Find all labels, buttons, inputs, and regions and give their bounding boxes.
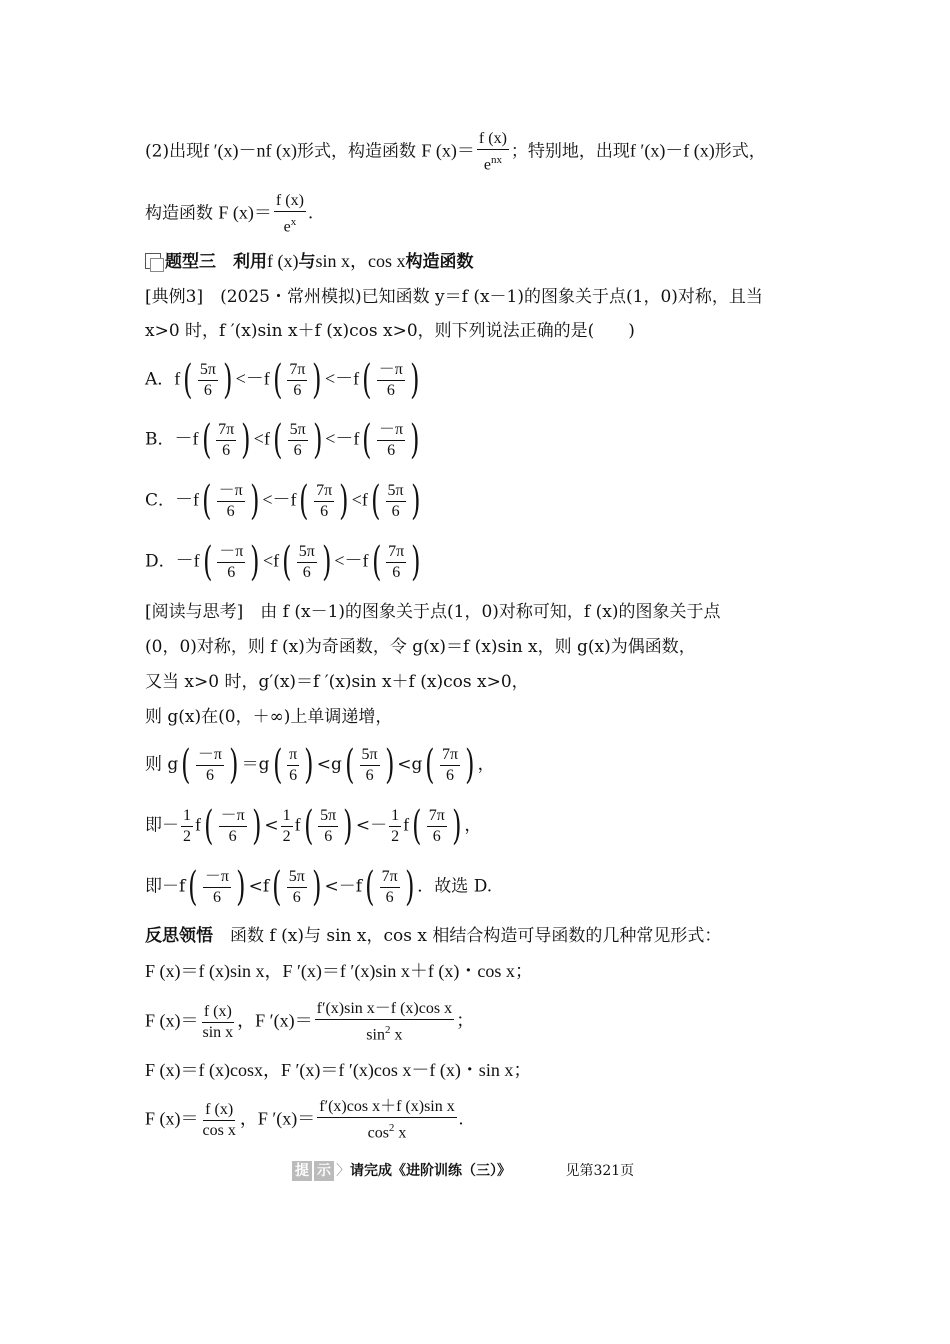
option-op1: <f <box>253 428 270 449</box>
analysis-line3 <box>145 671 529 693</box>
r2-den2-sup: 2 <box>384 1024 391 1036</box>
option-arg1-den: 6 <box>226 502 235 520</box>
r4-end: . <box>458 1108 464 1129</box>
l6-paren-c: ( $\frac{7\pi}{6}$ ) <box>412 803 462 849</box>
analysis-line1 <box>145 601 720 623</box>
example-line2 <box>145 320 635 342</box>
l5-paren-b: ( $\frac{\pi}{6}$ ) <box>272 742 314 788</box>
r2-den2 <box>364 1020 404 1044</box>
note2-tail: 形式， <box>714 141 766 162</box>
reflection-label: 反思领悟 <box>145 926 213 946</box>
reflection-line1 <box>145 960 533 982</box>
note2-expr2: f ′(x)－f (x) <box>629 140 715 161</box>
option-arg1: ( $\frac{5\pi}{6}$ ) <box>183 357 233 403</box>
reflection-r1: F (x)＝f (x)sin x，F ′(x)＝f ′(x)sin x＋f (x)・cos x； <box>145 961 533 981</box>
reflection-intro: 函数 f (x)与 sin x，cos x 相结合构造可导函数的几种常见形式： <box>230 926 722 946</box>
l6-a-num: －π <box>219 807 247 827</box>
l6-paren-b: ( $\frac{5\pi}{6}$ ) <box>303 803 353 849</box>
section-title-c: 与 <box>298 252 316 272</box>
note2-fraction1 <box>477 130 509 174</box>
l6-f2: f <box>294 814 301 835</box>
option-arg3-num: 5π <box>386 482 406 502</box>
option-arg1: ( $\frac{7\pi}{6}$ ) <box>201 417 251 463</box>
tip-chevron-icon: 〉 <box>336 1163 350 1179</box>
l6-c-den: 6 <box>432 827 441 845</box>
r4-frac2 <box>317 1098 456 1142</box>
r4-den2-base: cos <box>367 1124 389 1142</box>
option-arg3-den: 6 <box>387 441 396 459</box>
option-arg1-num: －π <box>217 482 245 502</box>
option-d <box>145 540 424 584</box>
option-arg3: ( $\frac{-\pi}{6}$ ) <box>362 417 420 463</box>
option-arg1: ( $\frac{-\pi}{6}$ ) <box>202 539 260 585</box>
l6-half1 <box>181 807 193 846</box>
option-arg2-den: 6 <box>293 381 302 399</box>
analysis-text-1: 由 f (x－1)的图象关于点(1，0)对称可知，f (x)的图象关于点 <box>260 602 721 622</box>
r2-mid: ，F ′(x)＝ <box>237 1010 313 1031</box>
l7-paren-b: ( $\frac{5\pi}{6}$ ) <box>272 864 322 910</box>
r4-mid: ，F ′(x)＝ <box>239 1108 316 1129</box>
option-arg1-den: 6 <box>222 441 231 459</box>
option-arg1: ( $\frac{-\pi}{6}$ ) <box>202 478 260 524</box>
note2-Fx-2: F (x)＝ <box>218 202 272 223</box>
option-arg2-num: 5π <box>288 421 308 441</box>
option-arg3-den: 6 <box>386 381 395 399</box>
option-op2: <f <box>351 489 368 510</box>
note2-line1 <box>145 130 766 174</box>
option-arg1-den: 6 <box>203 381 212 399</box>
section-title-d: sin x，cos x <box>315 251 406 271</box>
l6-end: ， <box>464 815 482 836</box>
r4-den: cos x <box>202 1121 236 1139</box>
option-label: C． <box>145 490 176 511</box>
l7-b-den: 6 <box>292 888 301 906</box>
l6-b-num: 5π <box>318 807 338 827</box>
r4-num: f (x) <box>203 1101 235 1121</box>
l6-h3-den: 2 <box>391 827 400 845</box>
l5-b-num: π <box>287 746 299 766</box>
example-text-2: x>0 时，f ′(x)sin x＋f (x)cos x>0，则下列说法正确的是( ) <box>145 321 635 341</box>
option-op1: <－f <box>235 368 270 389</box>
r4-den2-tail: x <box>394 1124 407 1142</box>
note2-frac1-den-base: e <box>483 156 491 174</box>
option-arg3: ( $\frac{7\pi}{6}$ ) <box>371 539 421 585</box>
option-arg3-den: 6 <box>392 563 401 581</box>
note2-prefix: (2)出现 <box>145 141 204 162</box>
section-icon <box>145 253 161 269</box>
l5-b-den: 6 <box>289 766 298 784</box>
option-arg1-den: 6 <box>227 563 236 581</box>
option-f1-pre: －f <box>174 428 199 449</box>
option-arg1-num: 5π <box>198 361 218 381</box>
l5-paren-c: ( $\frac{5\pi}{6}$ ) <box>345 742 395 788</box>
r2-pre: F (x)＝ <box>145 1010 199 1031</box>
note2-frac2-num: f (x) <box>274 192 306 212</box>
l5-paren-a: ( $\frac{-\pi}{6}$ ) <box>181 742 239 788</box>
l6-pre: 即－ <box>145 815 179 836</box>
option-arg2-den: 6 <box>302 563 311 581</box>
example-line1 <box>145 286 763 308</box>
l7-lt1: <f <box>248 876 270 897</box>
option-c <box>145 479 423 523</box>
option-f1-pre: －f <box>175 489 200 510</box>
option-arg1-num: －π <box>217 543 245 563</box>
analysis-line5 <box>145 743 495 787</box>
note2-fraction2 <box>274 192 306 236</box>
section-heading <box>145 250 473 273</box>
analysis-line4 <box>145 706 392 728</box>
r2-frac2 <box>315 1000 454 1044</box>
option-op1: <－f <box>262 489 297 510</box>
option-label: A． <box>145 369 175 390</box>
option-arg2-num: 5π <box>297 543 317 563</box>
option-f1-pre: －f <box>175 550 200 571</box>
option-arg3-num: 7π <box>386 543 406 563</box>
l7-lt2: <－f <box>324 876 362 897</box>
note2-frac2-den-base: e <box>283 218 291 236</box>
l7-a-num: －π <box>203 868 231 888</box>
option-op2: <－f <box>325 368 360 389</box>
note2-line2-prefix: 构造函数 <box>145 203 213 224</box>
l6-half2 <box>281 807 293 846</box>
r4-frac1 <box>201 1101 238 1140</box>
note2-frac1-num: f (x) <box>477 130 509 150</box>
option-op1: <f <box>262 550 280 571</box>
l7-paren-a: ( $\frac{-\pi}{6}$ ) <box>188 864 246 910</box>
example-text-1: (2025・常州模拟)已知函数 y＝f (x－1)的图象关于点(1，0)对称，且当 <box>220 287 763 307</box>
option-arg2: ( $\frac{5\pi}{6}$ ) <box>282 539 332 585</box>
analysis-text-2: (0，0)对称，则 f (x)为奇函数，令 g(x)＝f (x)sin x，则 g(x)为偶函数， <box>145 637 696 657</box>
note2-Fx: F (x)＝ <box>421 140 475 161</box>
note2-expr1: f ′(x)－nf (x) <box>203 140 297 161</box>
l7-pre: 即－f <box>145 876 186 897</box>
r2-den2-base: sin <box>366 1026 385 1044</box>
reflection-r3: F (x)＝f (x)cosx，F ′(x)＝f ′(x)cos x－f (x)・sin x； <box>145 1060 532 1080</box>
l5-paren-d: ( $\frac{7\pi}{6}$ ) <box>425 742 475 788</box>
l6-b-den: 6 <box>324 827 333 845</box>
option-arg3-num: －π <box>377 421 405 441</box>
l5-c-den: 6 <box>365 766 374 784</box>
option-arg2-num: 7π <box>287 361 307 381</box>
l6-f: f <box>195 814 201 835</box>
l5-end: ， <box>477 754 495 775</box>
option-a <box>145 358 423 402</box>
option-arg1-num: 7π <box>216 421 236 441</box>
r2-den: sin x <box>202 1023 234 1041</box>
l6-h2-num: 1 <box>281 807 293 827</box>
option-label: B． <box>145 429 175 450</box>
l7-c-num: 7π <box>380 868 400 888</box>
reflection-line0 <box>145 925 721 947</box>
footer-text: 请完成《进阶训练（三）》 <box>350 1163 511 1179</box>
l6-half3 <box>389 807 401 846</box>
note2-frac1-den-sup: nx <box>490 154 502 166</box>
footer-ref: 见第321页 <box>565 1163 635 1179</box>
option-arg2-den: 6 <box>320 502 329 520</box>
reflection-line4 <box>145 1098 463 1142</box>
reflection-line3 <box>145 1059 531 1081</box>
analysis-text-4: 则 g(x)在(0，＋∞)上单调递增， <box>145 707 393 727</box>
l6-h-den: 2 <box>183 827 191 845</box>
option-op2: <－f <box>325 428 360 449</box>
note2-after: ；特别地，出现 <box>510 141 630 162</box>
option-arg3-num: －π <box>377 361 405 381</box>
l5-c-num: 5π <box>360 746 380 766</box>
l6-h-num: 1 <box>181 807 193 827</box>
section-title-b: f (x) <box>267 251 299 271</box>
l7-b-num: 5π <box>287 868 307 888</box>
reflection-line2 <box>145 1000 474 1044</box>
l5-lt2: <g <box>397 754 423 775</box>
option-arg3-den: 6 <box>391 502 400 520</box>
note2-frac1-den <box>482 150 504 174</box>
r2-num: f (x) <box>202 1003 234 1023</box>
r2-frac1 <box>201 1003 236 1042</box>
l5-a-den: 6 <box>205 766 214 784</box>
l7-paren-c: ( $\frac{7\pi}{6}$ ) <box>365 864 415 910</box>
l5-lt1: <g <box>316 754 342 775</box>
l5-d-den: 6 <box>446 766 455 784</box>
r4-pre: F (x)＝ <box>145 1108 199 1129</box>
l6-paren-a: ( $\frac{-\pi}{6}$ ) <box>204 803 262 849</box>
l7-c-den: 6 <box>385 888 394 906</box>
tip-box-1: 提 <box>292 1161 312 1181</box>
option-b <box>145 418 423 462</box>
option-f1-pre: f <box>174 368 181 389</box>
l5-pre: 则 g <box>145 754 179 775</box>
l5-a-num: －π <box>196 746 224 766</box>
analysis-line6 <box>145 804 481 848</box>
option-arg2-den: 6 <box>293 441 302 459</box>
section-title-e: 构造函数 <box>405 252 474 272</box>
option-arg3: ( $\frac{5\pi}{6}$ ) <box>371 478 421 524</box>
l6-lt2: <－ <box>355 815 388 836</box>
l6-lt1: < <box>264 815 279 836</box>
footer-tip <box>292 1160 634 1182</box>
l6-f3: f <box>403 814 410 835</box>
r4-den2 <box>366 1118 409 1142</box>
tip-box-2: 示 <box>314 1161 334 1181</box>
option-arg2: ( $\frac{7\pi}{6}$ ) <box>299 478 349 524</box>
analysis-label: [阅读与思考] <box>145 602 244 622</box>
l6-c-num: 7π <box>427 807 447 827</box>
analysis-line7 <box>145 865 492 909</box>
option-arg2: ( $\frac{5\pi}{6}$ ) <box>273 417 323 463</box>
l6-a-den: 6 <box>228 827 237 845</box>
l6-h3-num: 1 <box>389 807 401 827</box>
r4-num2: f′(x)cos x＋f (x)sin x <box>317 1098 456 1118</box>
section-title-a: 题型三 利用 <box>165 252 267 272</box>
option-arg3: ( $\frac{-\pi}{6}$ ) <box>362 357 420 403</box>
l7-end: ．故选 D. <box>417 876 493 897</box>
option-op2: <－f <box>334 550 369 571</box>
note2-frac2-den-sup: x <box>290 216 297 228</box>
l6-h2-den: 2 <box>282 827 291 845</box>
note2-frac2-den <box>282 212 299 236</box>
l5-eq: ＝g <box>241 754 270 775</box>
note2-end: . <box>307 203 314 224</box>
example-label: [典例3] <box>145 287 204 307</box>
option-label: D． <box>145 551 176 572</box>
r2-den2-tail: x <box>390 1026 403 1044</box>
r2-num2: f′(x)sin x－f (x)cos x <box>315 1000 454 1020</box>
note2-line2 <box>145 192 313 236</box>
l5-d-num: 7π <box>440 746 460 766</box>
r2-end: ； <box>456 1010 475 1031</box>
l7-a-den: 6 <box>212 888 221 906</box>
analysis-line2 <box>145 636 696 658</box>
option-arg2-num: 7π <box>314 482 334 502</box>
option-arg2: ( $\frac{7\pi}{6}$ ) <box>272 357 322 403</box>
analysis-text-3: 又当 x>0 时，g′(x)＝f ′(x)sin x＋f (x)cos x>0， <box>145 672 529 692</box>
note2-mid: 形式，构造函数 <box>297 141 416 162</box>
r4-den2-sup: 2 <box>388 1122 395 1134</box>
